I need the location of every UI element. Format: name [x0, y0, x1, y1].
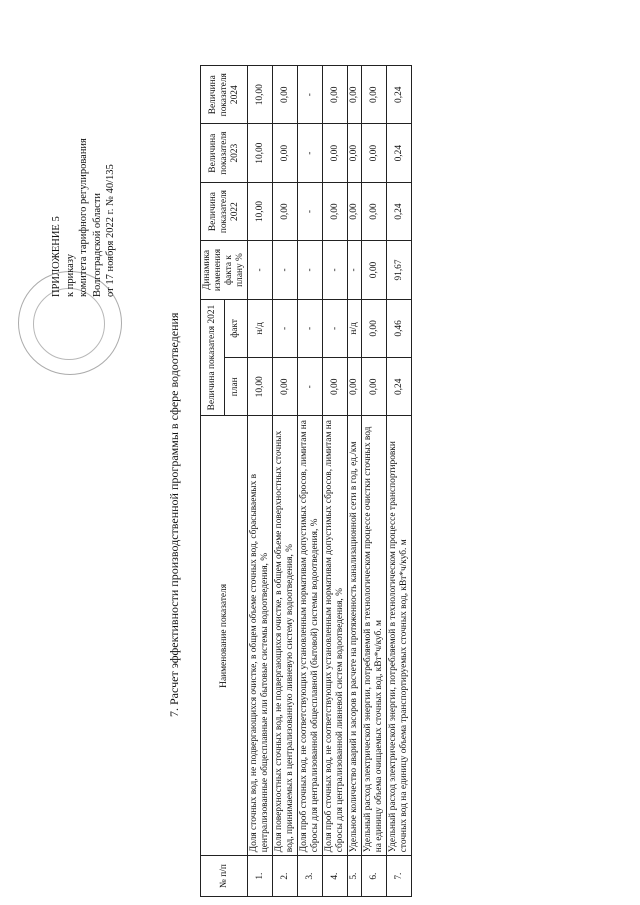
- header-num: № п/п: [201, 856, 248, 897]
- table-row: [298, 66, 323, 897]
- row-dynamics: -: [323, 241, 348, 299]
- header-2023: Величина показателя 2023: [201, 124, 248, 182]
- row-2022: 0,00: [323, 182, 348, 240]
- row-dynamics: -: [248, 241, 273, 299]
- row-num: 5.: [348, 856, 362, 897]
- row-num: 6.: [362, 856, 387, 897]
- appendix-header: [50, 138, 118, 297]
- row-2024: 10,00: [248, 66, 273, 124]
- row-name: Доля сточных вод, не подвергающихся очистке, в общем объеме сточных вод, сбрасываемых в централизованные общесплавные или бытовые системы водоотведения, %: [248, 416, 273, 856]
- row-num: 3.: [298, 856, 323, 897]
- row-2022: -: [298, 182, 323, 240]
- appendix-label: ПРИЛОЖЕНИЕ 5: [51, 216, 62, 297]
- row-dynamics: -: [348, 241, 362, 299]
- row-2023: 0,00: [273, 124, 298, 182]
- header-2021: Величина показателя 2021: [201, 299, 225, 416]
- row-dynamics: 91,67: [387, 241, 412, 299]
- header-fact: факт: [224, 299, 248, 357]
- row-2022: 10,00: [248, 182, 273, 240]
- region-line: Волгоградской области: [91, 192, 103, 297]
- row-2023: -: [298, 124, 323, 182]
- row-dynamics: -: [273, 241, 298, 299]
- row-name: Доля проб сточных вод, не соответствующих установленным нормативам допустимых сбросов, лимитам на сбросы для централизованной ливневой систем водоотведения, %: [323, 416, 348, 856]
- efficiency-table: [200, 65, 412, 897]
- row-fact: 0,00: [362, 299, 387, 357]
- row-2024: 0,00: [348, 66, 362, 124]
- row-name: Удельное количество аварий и засоров в расчете на протяженность канализационной сети в год, ед./км: [348, 416, 362, 856]
- row-num: 2.: [273, 856, 298, 897]
- order-line: к приказу: [64, 254, 76, 297]
- table-row: [273, 66, 298, 897]
- header-2022: Величина показателя 2022: [201, 182, 248, 240]
- row-fact: 0,46: [387, 299, 412, 357]
- row-2023: 0,00: [348, 124, 362, 182]
- row-dynamics: -: [298, 241, 323, 299]
- row-plan: 0,00: [323, 358, 348, 416]
- row-plan: 10,00: [248, 358, 273, 416]
- row-plan: -: [298, 358, 323, 416]
- row-plan: 0,00: [362, 358, 387, 416]
- row-name: Удельный расход электрической энергии, потребляемой в технологическом процессе очистки сточных вод на единицу объема очищаемых сточных вод, кВт*ч/куб. м: [362, 416, 387, 856]
- row-num: 4.: [323, 856, 348, 897]
- row-fact: -: [298, 299, 323, 357]
- row-name: Доля поверхностных сточных вод, не подвергающихся очистке, в общем объеме поверхностных сточных вод, принимаемых в централизованную ливневую систему водоотведения, %: [273, 416, 298, 856]
- row-2024: -: [298, 66, 323, 124]
- committee-line: комитета тарифного регулирования: [78, 138, 89, 297]
- row-name: Доля проб сточных вод, не соответствующих установленным нормативам допустимых сбросов, лимитам на сбросы для централизованной общесплавной (бытовой) системы водоотведения, %: [298, 416, 323, 856]
- row-fact: н/д: [248, 299, 273, 357]
- order-date-line: от 17 ноября 2022 г. № 40/135: [105, 164, 116, 297]
- table-row: [387, 66, 412, 897]
- row-2023: 0,00: [323, 124, 348, 182]
- header-dynamics: Динамика изменения факта к плану %: [201, 241, 248, 299]
- row-2024: 0,00: [362, 66, 387, 124]
- seal-inner-ring: [33, 288, 105, 360]
- row-2022: 0,24: [387, 182, 412, 240]
- row-2023: 0,00: [362, 124, 387, 182]
- row-2023: 10,00: [248, 124, 273, 182]
- row-fact: -: [323, 299, 348, 357]
- table-row: [248, 66, 273, 897]
- header-2024: Величина показателя 2024: [201, 66, 248, 124]
- row-fact: н/д: [348, 299, 362, 357]
- header-name: Наименование показателя: [201, 416, 248, 856]
- row-2022: 0,00: [362, 182, 387, 240]
- row-name: Удельный расход электрической энергии, потребляемой в технологическом процессе транспортировки сточных вод на единицу объема транспортируемых сточных вод, кВт*ч/куб. м: [387, 416, 412, 856]
- table-row: [323, 66, 348, 897]
- row-dynamics: 0,00: [362, 241, 387, 299]
- row-2022: 0,00: [273, 182, 298, 240]
- row-2024: 0,24: [387, 66, 412, 124]
- section-title: 7. Расчет эффективности производственной программы в сфере водоотведения: [167, 312, 181, 717]
- table-row: [362, 66, 387, 897]
- table-row: [348, 66, 362, 897]
- row-2024: 0,00: [273, 66, 298, 124]
- row-num: 7.: [387, 856, 412, 897]
- row-plan: 0,24: [387, 358, 412, 416]
- row-fact: -: [273, 299, 298, 357]
- row-plan: 0,00: [348, 358, 362, 416]
- row-2023: 0,24: [387, 124, 412, 182]
- row-2024: 0,00: [323, 66, 348, 124]
- row-plan: 0,00: [273, 358, 298, 416]
- row-2022: 0,00: [348, 182, 362, 240]
- row-num: 1.: [248, 856, 273, 897]
- header-plan: план: [224, 358, 248, 416]
